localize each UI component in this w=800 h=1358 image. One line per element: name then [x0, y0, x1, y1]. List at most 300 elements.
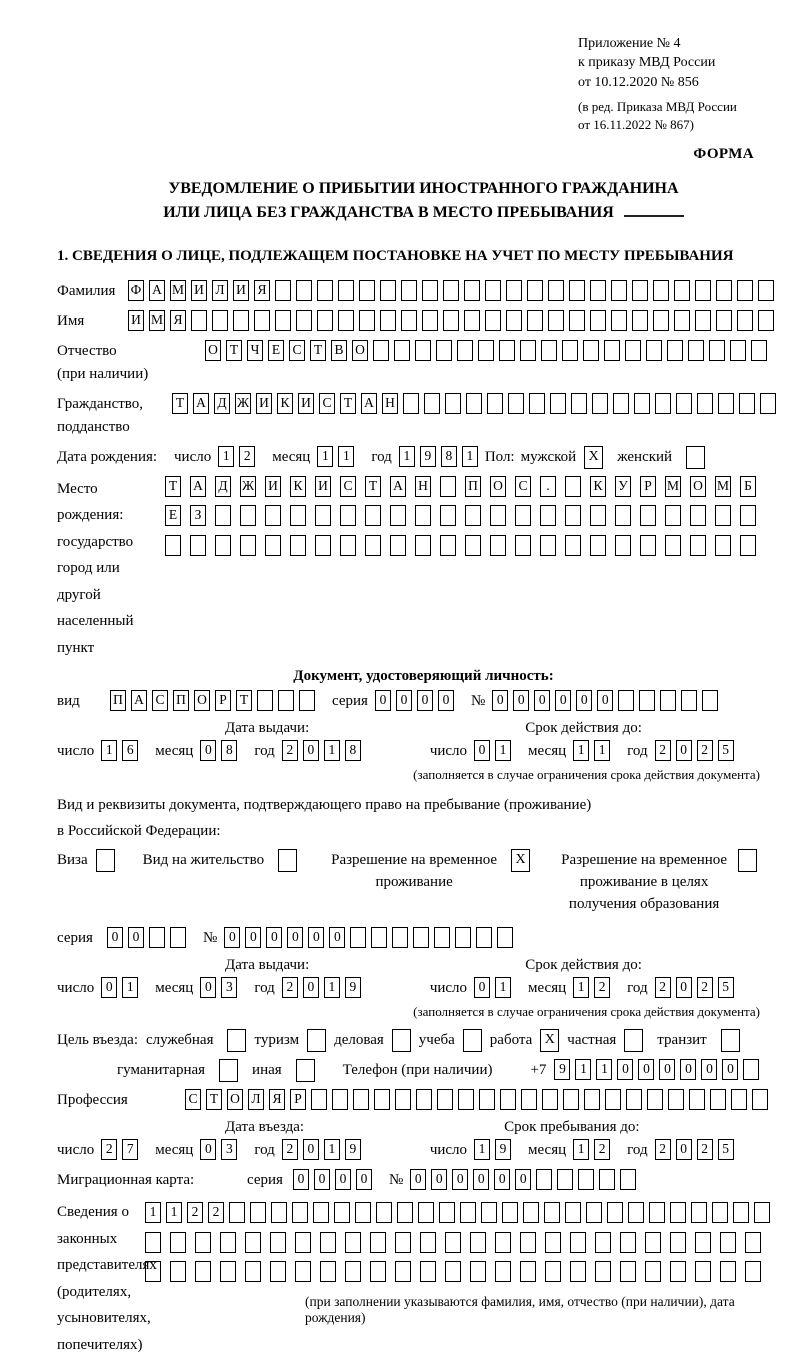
form-cell[interactable]: .	[540, 476, 556, 497]
form-cell[interactable]	[240, 505, 256, 526]
form-cell[interactable]	[392, 927, 408, 948]
form-cell[interactable]	[481, 1202, 497, 1223]
form-cell[interactable]: К	[590, 476, 606, 497]
form-cell[interactable]: 0	[494, 1169, 510, 1190]
form-cell[interactable]	[370, 1261, 386, 1282]
purpose-transit-checkbox[interactable]	[721, 1029, 740, 1052]
form-cell[interactable]	[373, 340, 389, 361]
form-cell[interactable]	[195, 1261, 211, 1282]
form-cell[interactable]	[353, 1089, 369, 1110]
form-cell[interactable]	[523, 1202, 539, 1223]
form-cell[interactable]	[751, 340, 767, 361]
form-cell[interactable]	[506, 310, 522, 331]
form-cell[interactable]	[502, 1202, 518, 1223]
purpose-study-checkbox[interactable]	[463, 1029, 482, 1052]
form-cell[interactable]	[691, 1202, 707, 1223]
form-cell[interactable]: Е	[165, 505, 181, 526]
form-cell[interactable]: Т	[365, 476, 381, 497]
form-cell[interactable]	[271, 1202, 287, 1223]
form-cell[interactable]	[615, 535, 631, 556]
form-cell[interactable]	[689, 1089, 705, 1110]
form-cell[interactable]	[470, 1232, 486, 1253]
form-cell[interactable]	[490, 535, 506, 556]
form-cell[interactable]: 0	[438, 690, 454, 711]
form-cell[interactable]	[737, 280, 753, 301]
form-cell[interactable]	[620, 1232, 636, 1253]
form-cell[interactable]	[440, 505, 456, 526]
form-cell[interactable]	[270, 1232, 286, 1253]
form-cell[interactable]	[380, 280, 396, 301]
form-cell[interactable]	[295, 1232, 311, 1253]
form-cell[interactable]: О	[490, 476, 506, 497]
form-cell[interactable]	[626, 1089, 642, 1110]
form-cell[interactable]	[584, 1089, 600, 1110]
form-cell[interactable]	[710, 1089, 726, 1110]
form-cell[interactable]: Ф	[128, 280, 144, 301]
form-cell[interactable]: 0	[555, 690, 571, 711]
form-cell[interactable]	[270, 1261, 286, 1282]
form-cell[interactable]	[437, 1089, 453, 1110]
form-cell[interactable]	[583, 340, 599, 361]
form-cell[interactable]: 0	[722, 1059, 738, 1080]
form-cell[interactable]	[716, 310, 732, 331]
form-cell[interactable]	[313, 1202, 329, 1223]
form-cell[interactable]: 5	[718, 740, 734, 761]
form-cell[interactable]	[688, 340, 704, 361]
form-cell[interactable]: 8	[221, 740, 237, 761]
form-cell[interactable]	[590, 280, 606, 301]
form-cell[interactable]: 0	[128, 927, 144, 948]
form-cell[interactable]	[545, 1261, 561, 1282]
form-cell[interactable]: 7	[122, 1139, 138, 1160]
form-cell[interactable]	[170, 927, 186, 948]
form-cell[interactable]	[338, 310, 354, 331]
form-cell[interactable]: 0	[474, 977, 490, 998]
form-cell[interactable]: И	[298, 393, 314, 414]
form-cell[interactable]: 0	[515, 1169, 531, 1190]
form-cell[interactable]	[743, 1059, 759, 1080]
residence-permit-checkbox[interactable]	[278, 849, 297, 872]
form-cell[interactable]	[590, 310, 606, 331]
form-cell[interactable]	[195, 1232, 211, 1253]
form-cell[interactable]	[520, 340, 536, 361]
form-cell[interactable]	[565, 1202, 581, 1223]
form-cell[interactable]: 1	[166, 1202, 182, 1223]
form-cell[interactable]: С	[289, 340, 305, 361]
form-cell[interactable]	[292, 1202, 308, 1223]
form-cell[interactable]	[548, 310, 564, 331]
form-cell[interactable]	[374, 1089, 390, 1110]
form-cell[interactable]	[145, 1232, 161, 1253]
form-cell[interactable]	[529, 393, 545, 414]
form-cell[interactable]: А	[390, 476, 406, 497]
form-cell[interactable]	[674, 310, 690, 331]
form-cell[interactable]: И	[315, 476, 331, 497]
form-cell[interactable]: Н	[382, 393, 398, 414]
form-cell[interactable]: Т	[340, 393, 356, 414]
form-cell[interactable]	[390, 505, 406, 526]
form-cell[interactable]	[569, 280, 585, 301]
form-cell[interactable]: 0	[200, 740, 216, 761]
form-cell[interactable]	[565, 476, 581, 497]
form-cell[interactable]: 1	[324, 1139, 340, 1160]
form-cell[interactable]: 2	[594, 1139, 610, 1160]
form-cell[interactable]	[275, 280, 291, 301]
form-cell[interactable]: А	[131, 690, 147, 711]
form-cell[interactable]: 9	[345, 1139, 361, 1160]
form-cell[interactable]	[611, 280, 627, 301]
form-cell[interactable]: М	[170, 280, 186, 301]
form-cell[interactable]	[416, 1089, 432, 1110]
form-cell[interactable]: 9	[554, 1059, 570, 1080]
form-cell[interactable]: 0	[676, 1139, 692, 1160]
form-cell[interactable]: П	[465, 476, 481, 497]
form-cell[interactable]: Е	[268, 340, 284, 361]
form-cell[interactable]	[465, 535, 481, 556]
form-cell[interactable]: 1	[399, 446, 415, 467]
form-cell[interactable]	[340, 505, 356, 526]
form-cell[interactable]: 0	[200, 977, 216, 998]
form-cell[interactable]: М	[149, 310, 165, 331]
form-cell[interactable]	[422, 280, 438, 301]
form-cell[interactable]	[695, 1232, 711, 1253]
form-cell[interactable]: 0	[308, 927, 324, 948]
form-cell[interactable]: 0	[474, 740, 490, 761]
form-cell[interactable]	[595, 1232, 611, 1253]
form-cell[interactable]	[702, 690, 718, 711]
form-cell[interactable]: 1	[218, 446, 234, 467]
form-cell[interactable]: 0	[513, 690, 529, 711]
form-cell[interactable]: Я	[170, 310, 186, 331]
form-cell[interactable]	[190, 535, 206, 556]
form-cell[interactable]	[380, 310, 396, 331]
form-cell[interactable]: 0	[534, 690, 550, 711]
form-cell[interactable]	[670, 1261, 686, 1282]
form-cell[interactable]: Д	[214, 393, 230, 414]
form-cell[interactable]	[278, 690, 294, 711]
form-cell[interactable]	[296, 310, 312, 331]
form-cell[interactable]: 0	[245, 927, 261, 948]
purpose-work-checkbox[interactable]: X	[540, 1029, 559, 1052]
form-cell[interactable]: 2	[655, 740, 671, 761]
form-cell[interactable]	[740, 505, 756, 526]
form-cell[interactable]	[520, 1232, 536, 1253]
form-cell[interactable]	[745, 1261, 761, 1282]
form-cell[interactable]: 1	[317, 446, 333, 467]
form-cell[interactable]	[443, 310, 459, 331]
form-cell[interactable]: Б	[740, 476, 756, 497]
form-cell[interactable]	[390, 535, 406, 556]
form-cell[interactable]	[634, 393, 650, 414]
form-cell[interactable]	[695, 280, 711, 301]
form-cell[interactable]	[215, 505, 231, 526]
form-cell[interactable]	[506, 280, 522, 301]
form-cell[interactable]: 0	[659, 1059, 675, 1080]
form-cell[interactable]: Ч	[247, 340, 263, 361]
form-cell[interactable]	[540, 535, 556, 556]
form-cell[interactable]: 0	[576, 690, 592, 711]
form-cell[interactable]	[676, 393, 692, 414]
form-cell[interactable]	[403, 393, 419, 414]
form-cell[interactable]	[731, 1089, 747, 1110]
form-cell[interactable]: А	[149, 280, 165, 301]
form-cell[interactable]: Д	[215, 476, 231, 497]
form-cell[interactable]: Т	[206, 1089, 222, 1110]
form-cell[interactable]	[620, 1169, 636, 1190]
form-cell[interactable]: О	[352, 340, 368, 361]
form-cell[interactable]	[220, 1232, 236, 1253]
form-cell[interactable]	[478, 340, 494, 361]
form-cell[interactable]: 0	[303, 740, 319, 761]
form-cell[interactable]	[495, 1232, 511, 1253]
form-cell[interactable]: 0	[676, 977, 692, 998]
form-cell[interactable]: 2	[282, 1139, 298, 1160]
form-cell[interactable]: 2	[697, 977, 713, 998]
form-cell[interactable]	[215, 535, 231, 556]
form-cell[interactable]: В	[331, 340, 347, 361]
form-cell[interactable]	[605, 1089, 621, 1110]
form-cell[interactable]: 2	[239, 446, 255, 467]
form-cell[interactable]: 2	[655, 977, 671, 998]
form-cell[interactable]	[457, 340, 473, 361]
form-cell[interactable]	[401, 310, 417, 331]
form-cell[interactable]	[170, 1261, 186, 1282]
form-cell[interactable]	[590, 505, 606, 526]
form-cell[interactable]: 0	[200, 1139, 216, 1160]
form-cell[interactable]: П	[173, 690, 189, 711]
form-cell[interactable]	[640, 535, 656, 556]
form-cell[interactable]: 0	[329, 927, 345, 948]
form-cell[interactable]	[439, 1202, 455, 1223]
form-cell[interactable]: 1	[122, 977, 138, 998]
temp-permit-checkbox[interactable]: X	[511, 849, 530, 872]
form-cell[interactable]: 1	[495, 740, 511, 761]
form-cell[interactable]: 1	[474, 1139, 490, 1160]
purpose-tourism-checkbox[interactable]	[307, 1029, 326, 1052]
form-cell[interactable]	[394, 340, 410, 361]
form-cell[interactable]	[499, 340, 515, 361]
form-cell[interactable]	[527, 310, 543, 331]
form-cell[interactable]	[653, 280, 669, 301]
form-cell[interactable]: А	[193, 393, 209, 414]
form-cell[interactable]	[720, 1261, 736, 1282]
form-cell[interactable]	[165, 535, 181, 556]
form-cell[interactable]	[542, 1089, 558, 1110]
form-cell[interactable]	[345, 1232, 361, 1253]
form-cell[interactable]: О	[205, 340, 221, 361]
form-cell[interactable]: 0	[314, 1169, 330, 1190]
form-cell[interactable]	[320, 1261, 336, 1282]
form-cell[interactable]	[645, 1232, 661, 1253]
form-cell[interactable]: 0	[224, 927, 240, 948]
form-cell[interactable]	[397, 1202, 413, 1223]
form-cell[interactable]: 1	[575, 1059, 591, 1080]
form-cell[interactable]	[275, 310, 291, 331]
form-cell[interactable]	[497, 927, 513, 948]
form-cell[interactable]	[401, 280, 417, 301]
form-cell[interactable]: 5	[718, 1139, 734, 1160]
form-cell[interactable]: 0	[287, 927, 303, 948]
sex-male-checkbox[interactable]: X	[584, 446, 603, 469]
form-cell[interactable]	[485, 310, 501, 331]
form-cell[interactable]	[445, 393, 461, 414]
form-cell[interactable]	[371, 927, 387, 948]
form-cell[interactable]	[625, 340, 641, 361]
form-cell[interactable]: 3	[221, 1139, 237, 1160]
form-cell[interactable]: 0	[375, 690, 391, 711]
form-cell[interactable]	[340, 535, 356, 556]
form-cell[interactable]: Р	[640, 476, 656, 497]
form-cell[interactable]	[665, 535, 681, 556]
form-cell[interactable]	[611, 310, 627, 331]
form-cell[interactable]	[590, 535, 606, 556]
purpose-business-checkbox[interactable]	[392, 1029, 411, 1052]
form-cell[interactable]	[737, 310, 753, 331]
form-cell[interactable]: 0	[335, 1169, 351, 1190]
form-cell[interactable]: 0	[293, 1169, 309, 1190]
form-cell[interactable]	[487, 393, 503, 414]
form-cell[interactable]	[315, 505, 331, 526]
visa-checkbox[interactable]	[96, 849, 115, 872]
form-cell[interactable]	[695, 310, 711, 331]
form-cell[interactable]: 9	[345, 977, 361, 998]
form-cell[interactable]: У	[615, 476, 631, 497]
form-cell[interactable]	[697, 393, 713, 414]
form-cell[interactable]: 1	[573, 977, 589, 998]
edu-permit-checkbox[interactable]	[738, 849, 757, 872]
form-cell[interactable]: 9	[420, 446, 436, 467]
form-cell[interactable]: 2	[697, 1139, 713, 1160]
form-cell[interactable]	[670, 1232, 686, 1253]
form-cell[interactable]	[715, 505, 731, 526]
form-cell[interactable]	[359, 280, 375, 301]
form-cell[interactable]: 0	[303, 977, 319, 998]
form-cell[interactable]	[395, 1232, 411, 1253]
form-cell[interactable]	[720, 1232, 736, 1253]
form-cell[interactable]	[245, 1261, 261, 1282]
form-cell[interactable]	[422, 310, 438, 331]
form-cell[interactable]: 0	[266, 927, 282, 948]
form-cell[interactable]	[548, 280, 564, 301]
form-cell[interactable]	[565, 505, 581, 526]
form-cell[interactable]: 1	[594, 740, 610, 761]
form-cell[interactable]: 2	[655, 1139, 671, 1160]
form-cell[interactable]: И	[265, 476, 281, 497]
form-cell[interactable]: 2	[208, 1202, 224, 1223]
form-cell[interactable]	[395, 1089, 411, 1110]
form-cell[interactable]	[557, 1169, 573, 1190]
form-cell[interactable]: И	[233, 280, 249, 301]
form-cell[interactable]	[245, 1232, 261, 1253]
form-cell[interactable]	[464, 310, 480, 331]
form-cell[interactable]	[595, 1261, 611, 1282]
form-cell[interactable]	[443, 280, 459, 301]
form-cell[interactable]: Я	[254, 280, 270, 301]
form-cell[interactable]	[490, 505, 506, 526]
form-cell[interactable]	[670, 1202, 686, 1223]
form-cell[interactable]	[191, 310, 207, 331]
form-cell[interactable]	[758, 310, 774, 331]
form-cell[interactable]	[515, 535, 531, 556]
form-cell[interactable]	[570, 1261, 586, 1282]
form-cell[interactable]	[730, 340, 746, 361]
form-cell[interactable]	[618, 690, 634, 711]
form-cell[interactable]	[311, 1089, 327, 1110]
form-cell[interactable]	[485, 280, 501, 301]
form-cell[interactable]	[338, 280, 354, 301]
form-cell[interactable]: 2	[187, 1202, 203, 1223]
form-cell[interactable]: 1	[573, 740, 589, 761]
form-cell[interactable]	[760, 393, 776, 414]
form-cell[interactable]: 1	[338, 446, 354, 467]
form-cell[interactable]	[345, 1261, 361, 1282]
form-cell[interactable]	[745, 1232, 761, 1253]
form-cell[interactable]: И	[128, 310, 144, 331]
form-cell[interactable]	[434, 927, 450, 948]
form-cell[interactable]	[569, 310, 585, 331]
form-cell[interactable]	[240, 535, 256, 556]
form-cell[interactable]	[715, 535, 731, 556]
form-cell[interactable]: К	[290, 476, 306, 497]
form-cell[interactable]: Я	[269, 1089, 285, 1110]
form-cell[interactable]: 0	[417, 690, 433, 711]
form-cell[interactable]: И	[191, 280, 207, 301]
form-cell[interactable]	[758, 280, 774, 301]
form-cell[interactable]: М	[715, 476, 731, 497]
form-cell[interactable]	[520, 1261, 536, 1282]
form-cell[interactable]: Л	[212, 280, 228, 301]
form-cell[interactable]	[395, 1261, 411, 1282]
form-cell[interactable]: 1	[495, 977, 511, 998]
purpose-humanitarian-checkbox[interactable]	[219, 1059, 238, 1082]
form-cell[interactable]	[649, 1202, 665, 1223]
form-cell[interactable]: 0	[452, 1169, 468, 1190]
form-cell[interactable]: 1	[573, 1139, 589, 1160]
form-cell[interactable]	[647, 1089, 663, 1110]
form-cell[interactable]	[718, 393, 734, 414]
form-cell[interactable]	[646, 340, 662, 361]
form-cell[interactable]	[413, 927, 429, 948]
form-cell[interactable]	[752, 1089, 768, 1110]
form-cell[interactable]	[655, 393, 671, 414]
form-cell[interactable]: 1	[324, 740, 340, 761]
form-cell[interactable]	[604, 340, 620, 361]
form-cell[interactable]: Р	[290, 1089, 306, 1110]
form-cell[interactable]	[424, 393, 440, 414]
form-cell[interactable]: 2	[697, 740, 713, 761]
purpose-official-checkbox[interactable]	[227, 1029, 246, 1052]
form-cell[interactable]	[540, 505, 556, 526]
form-cell[interactable]	[415, 505, 431, 526]
form-cell[interactable]	[570, 1232, 586, 1253]
form-cell[interactable]	[550, 393, 566, 414]
form-cell[interactable]	[466, 393, 482, 414]
form-cell[interactable]: 0	[638, 1059, 654, 1080]
form-cell[interactable]	[233, 310, 249, 331]
form-cell[interactable]: 0	[303, 1139, 319, 1160]
form-cell[interactable]	[170, 1232, 186, 1253]
form-cell[interactable]	[145, 1261, 161, 1282]
form-cell[interactable]	[562, 340, 578, 361]
form-cell[interactable]: 1	[145, 1202, 161, 1223]
form-cell[interactable]: А	[361, 393, 377, 414]
form-cell[interactable]: С	[340, 476, 356, 497]
form-cell[interactable]	[265, 505, 281, 526]
form-cell[interactable]	[332, 1089, 348, 1110]
form-cell[interactable]	[578, 1169, 594, 1190]
form-cell[interactable]: 0	[431, 1169, 447, 1190]
form-cell[interactable]	[290, 535, 306, 556]
